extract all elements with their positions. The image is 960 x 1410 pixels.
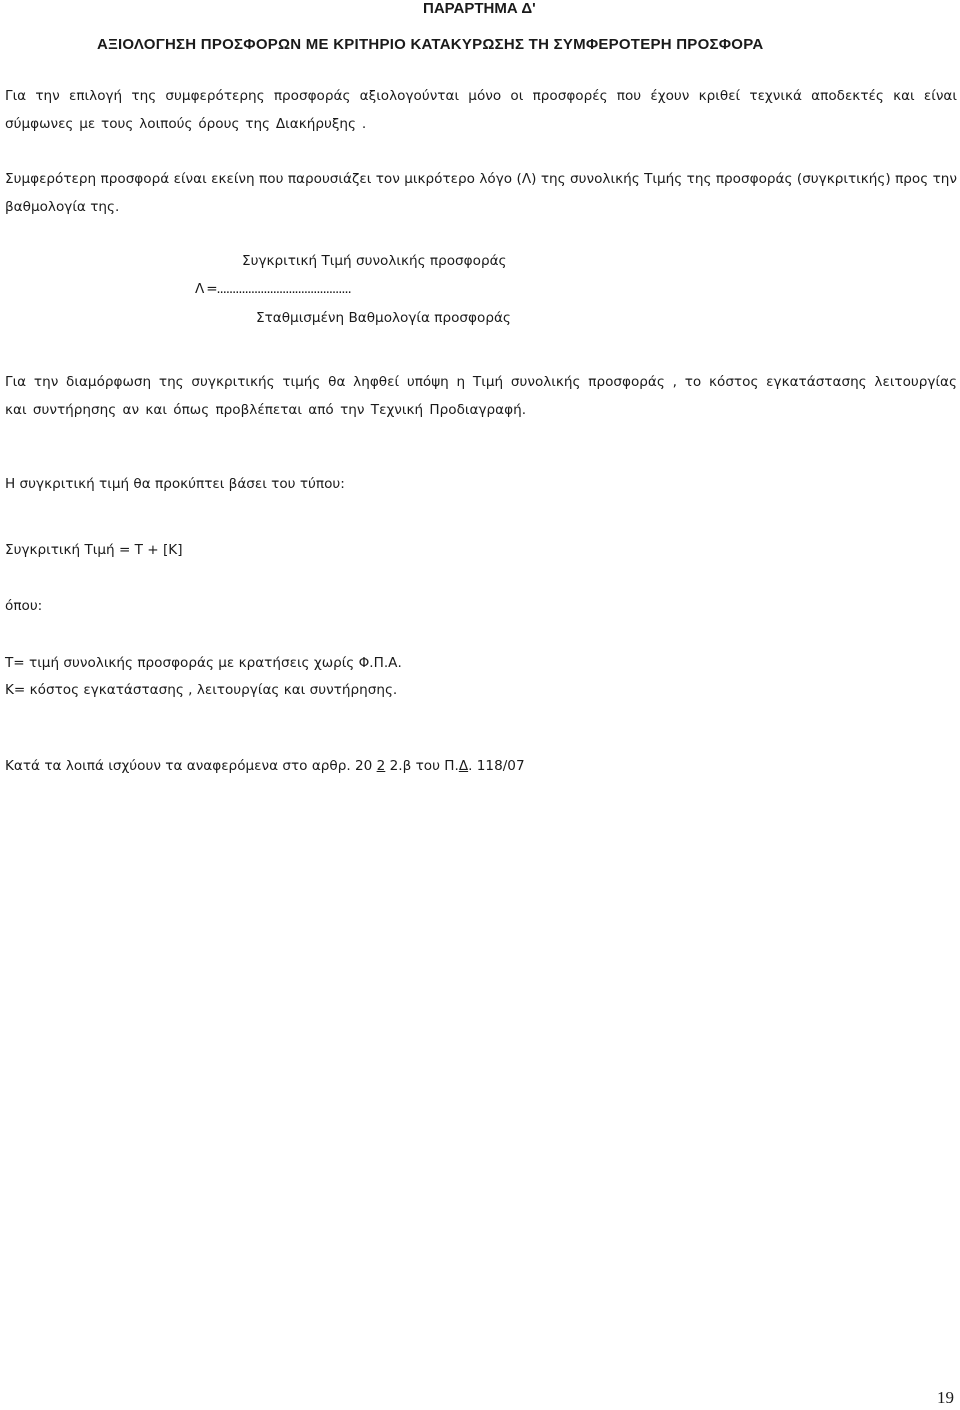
formula-numerator: Συγκριτική Τιμή συνολικής προσφοράς: [242, 253, 507, 269]
where-label: όπου:: [5, 598, 43, 614]
closing-text-start: Κατά τα λοιπά ισχύουν τα αναφερόμενα στο αρθρ. 20: [5, 758, 377, 774]
closing-note: [5, 758, 525, 774]
comparative-price-formula: Συγκριτική Τιμή = Τ + [Κ]: [5, 542, 183, 558]
formula-lhs: Λ =...........................................: [195, 281, 351, 297]
formula-denominator: Σταθμισμένη Βαθμολογία προσφοράς: [256, 310, 511, 326]
definition-k: Κ= κόστος εγκατάστασης , λειτουργίας και συντήρησης.: [5, 682, 398, 698]
page-number: 19: [937, 1388, 954, 1407]
annex-title: ΠΑΡΑΡΤΗΜΑ Δ': [423, 0, 536, 17]
closing-text-end: . 118/07: [468, 758, 525, 774]
paragraph-formula-intro: Η συγκριτική τιμή θα προκύπτει βάσει του τύπου:: [5, 476, 345, 492]
closing-underlined-ref: 2: [376, 758, 386, 774]
closing-text-middle: 2.β του Π.: [385, 758, 459, 774]
section-title: ΑΞΙΟΛΟΓΗΣΗ ΠΡΟΣΦΟΡΩΝ ΜΕ ΚΡΙΤΗΡΙΟ ΚΑΤΑΚΥΡΩΣΗΣ ΤΗ ΣΥΜΦΕΡΟΤΕΡΗ ΠΡΟΣΦΟΡΑ: [97, 36, 764, 53]
paragraph-eligibility: Για την επιλογή της συμφερότερης προσφοράς αξιολογούνται μόνο οι προσφορές που έχουν κριθεί τεχνικά αποδεκτές και είναι σύμφωνες με τους λοιπούς όρους της Διακήρυξης .: [5, 88, 957, 132]
paragraph-definition: Συμφερότερη προσφορά είναι εκείνη που παρουσιάζει τον μικρότερο λόγο (Λ) της συνολικής Τιμής της προσφοράς (συγκριτικής) προς την βαθμολογία της.: [5, 171, 957, 215]
closing-underlined-letter: Δ: [458, 758, 469, 774]
paragraph-comparative-price: Για την διαμόρφωση της συγκριτικής τιμής θα ληφθεί υπόψη η Τιμή συνολικής προσφοράς , το κόστος εγκατάστασης λειτουργίας και συντήρησης αν και όπως προβλέπεται από την Τεχνική Προδιαγραφή.: [5, 374, 957, 418]
definition-t: Τ= τιμή συνολικής προσφοράς με κρατήσεις χωρίς Φ.Π.Α.: [5, 655, 402, 671]
